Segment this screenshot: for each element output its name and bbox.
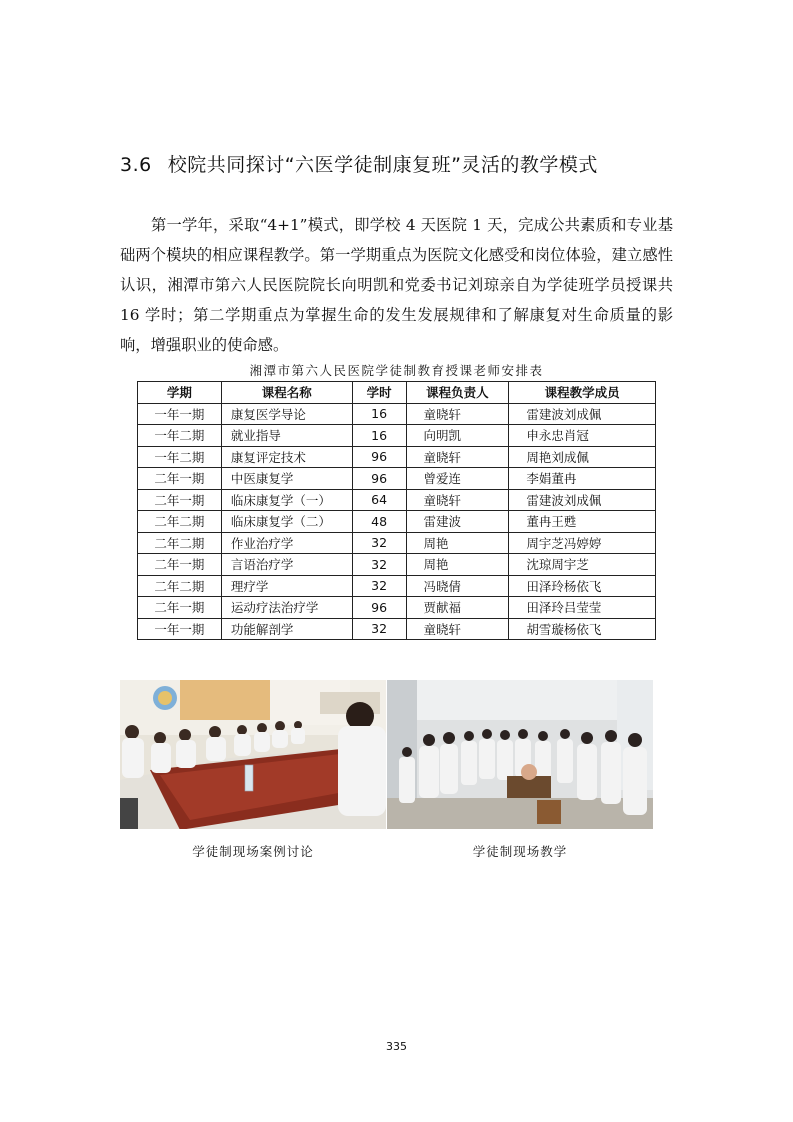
table-body (138, 403, 656, 640)
cell-hours: 64 (352, 489, 406, 511)
cell-members: 沈琼周宇芝 (509, 554, 656, 576)
cell-lead: 向明凯 (406, 425, 509, 447)
cell-lead: 曾爱连 (406, 468, 509, 490)
cell-hours: 96 (352, 597, 406, 619)
cell-hours: 32 (352, 554, 406, 576)
table-row (138, 446, 656, 468)
cell-hours: 96 (352, 446, 406, 468)
body-paragraph: 第一学年，采取“4+1”模式，即学校 4 天医院 1 天，完成公共素质和专业基础两个模块的相应课程教学。第一学期重点为医院文化感受和岗位体验，建立感性认识，湘潭市第六人民医院院长向明凯和党委书记刘琼亲自为学徒班学员授课共 16 学时；第二学期重点为掌握生命的发生发展规律和了解康复对生命质量的影响，增强职业的使命感。 (120, 216, 673, 354)
cell-course: 理疗学 (221, 575, 352, 597)
cell-members: 雷建波刘成佩 (509, 489, 656, 511)
cell-members: 周艳刘成佩 (509, 446, 656, 468)
cell-hours: 32 (352, 618, 406, 640)
cell-hours: 32 (352, 575, 406, 597)
cell-lead: 童晓轩 (406, 489, 509, 511)
page-number: 335 (386, 1040, 407, 1053)
cell-hours: 32 (352, 532, 406, 554)
table-row (138, 554, 656, 576)
photo-caption-left: 学徒制现场案例讨论 (192, 844, 314, 859)
table-row (138, 532, 656, 554)
cell-members: 田泽玲杨依飞 (509, 575, 656, 597)
cell-members: 田泽玲吕莹莹 (509, 597, 656, 619)
cell-term: 二年二期 (138, 532, 222, 554)
photo-case-discussion (120, 680, 386, 829)
cell-members: 周宇芝冯婷婷 (509, 532, 656, 554)
cell-course: 中医康复学 (221, 468, 352, 490)
cell-lead: 童晓轩 (406, 403, 509, 425)
header-term: 学期 (138, 382, 222, 404)
cell-lead: 雷建波 (406, 511, 509, 533)
section-number: 3.6 (120, 154, 152, 176)
cell-hours: 96 (352, 468, 406, 490)
cell-lead: 童晓轩 (406, 446, 509, 468)
cell-members: 董冉王甦 (509, 511, 656, 533)
table-row (138, 425, 656, 447)
header-lead: 课程负责人 (406, 382, 509, 404)
cell-course: 康复评定技术 (221, 446, 352, 468)
table-header-row (138, 382, 656, 404)
table-row (138, 403, 656, 425)
photo-onsite-teaching (387, 680, 653, 829)
cell-term: 二年一期 (138, 597, 222, 619)
cell-course: 作业治疗学 (221, 532, 352, 554)
cell-term: 二年一期 (138, 468, 222, 490)
cell-lead: 冯晓倩 (406, 575, 509, 597)
cell-term: 一年一期 (138, 618, 222, 640)
photo-caption-right: 学徒制现场教学 (472, 844, 568, 859)
cell-lead: 童晓轩 (406, 618, 509, 640)
cell-term: 二年一期 (138, 554, 222, 576)
cell-term: 一年一期 (138, 403, 222, 425)
cell-hours: 48 (352, 511, 406, 533)
schedule-table (137, 381, 656, 640)
table-row (138, 468, 656, 490)
table-row (138, 597, 656, 619)
header-hours: 学时 (352, 382, 406, 404)
table-row (138, 618, 656, 640)
cell-members: 胡雪璇杨依飞 (509, 618, 656, 640)
section-title: 校院共同探讨“六医学徒制康复班”灵活的教学模式 (167, 154, 598, 176)
cell-members: 雷建波刘成佩 (509, 403, 656, 425)
cell-term: 二年二期 (138, 575, 222, 597)
cell-term: 二年二期 (138, 511, 222, 533)
cell-course: 康复医学导论 (221, 403, 352, 425)
table-row (138, 511, 656, 533)
cell-course: 言语治疗学 (221, 554, 352, 576)
cell-course: 功能解剖学 (221, 618, 352, 640)
cell-course: 就业指导 (221, 425, 352, 447)
cell-hours: 16 (352, 425, 406, 447)
table-caption: 湘潭市第六人民医院学徒制教育授课老师安排表 (249, 363, 544, 378)
cell-members: 李娟董冉 (509, 468, 656, 490)
cell-lead: 周艳 (406, 554, 509, 576)
cell-course: 临床康复学（一） (221, 489, 352, 511)
header-course: 课程名称 (221, 382, 352, 404)
table-row (138, 489, 656, 511)
cell-term: 二年一期 (138, 489, 222, 511)
cell-term: 一年二期 (138, 425, 222, 447)
cell-course: 运动疗法治疗学 (221, 597, 352, 619)
cell-lead: 贾献福 (406, 597, 509, 619)
cell-term: 一年二期 (138, 446, 222, 468)
table-row (138, 575, 656, 597)
section-heading (120, 150, 598, 177)
header-members: 课程教学成员 (509, 382, 656, 404)
cell-members: 申永忠肖冠 (509, 425, 656, 447)
cell-course: 临床康复学（二） (221, 511, 352, 533)
cell-lead: 周艳 (406, 532, 509, 554)
cell-hours: 16 (352, 403, 406, 425)
